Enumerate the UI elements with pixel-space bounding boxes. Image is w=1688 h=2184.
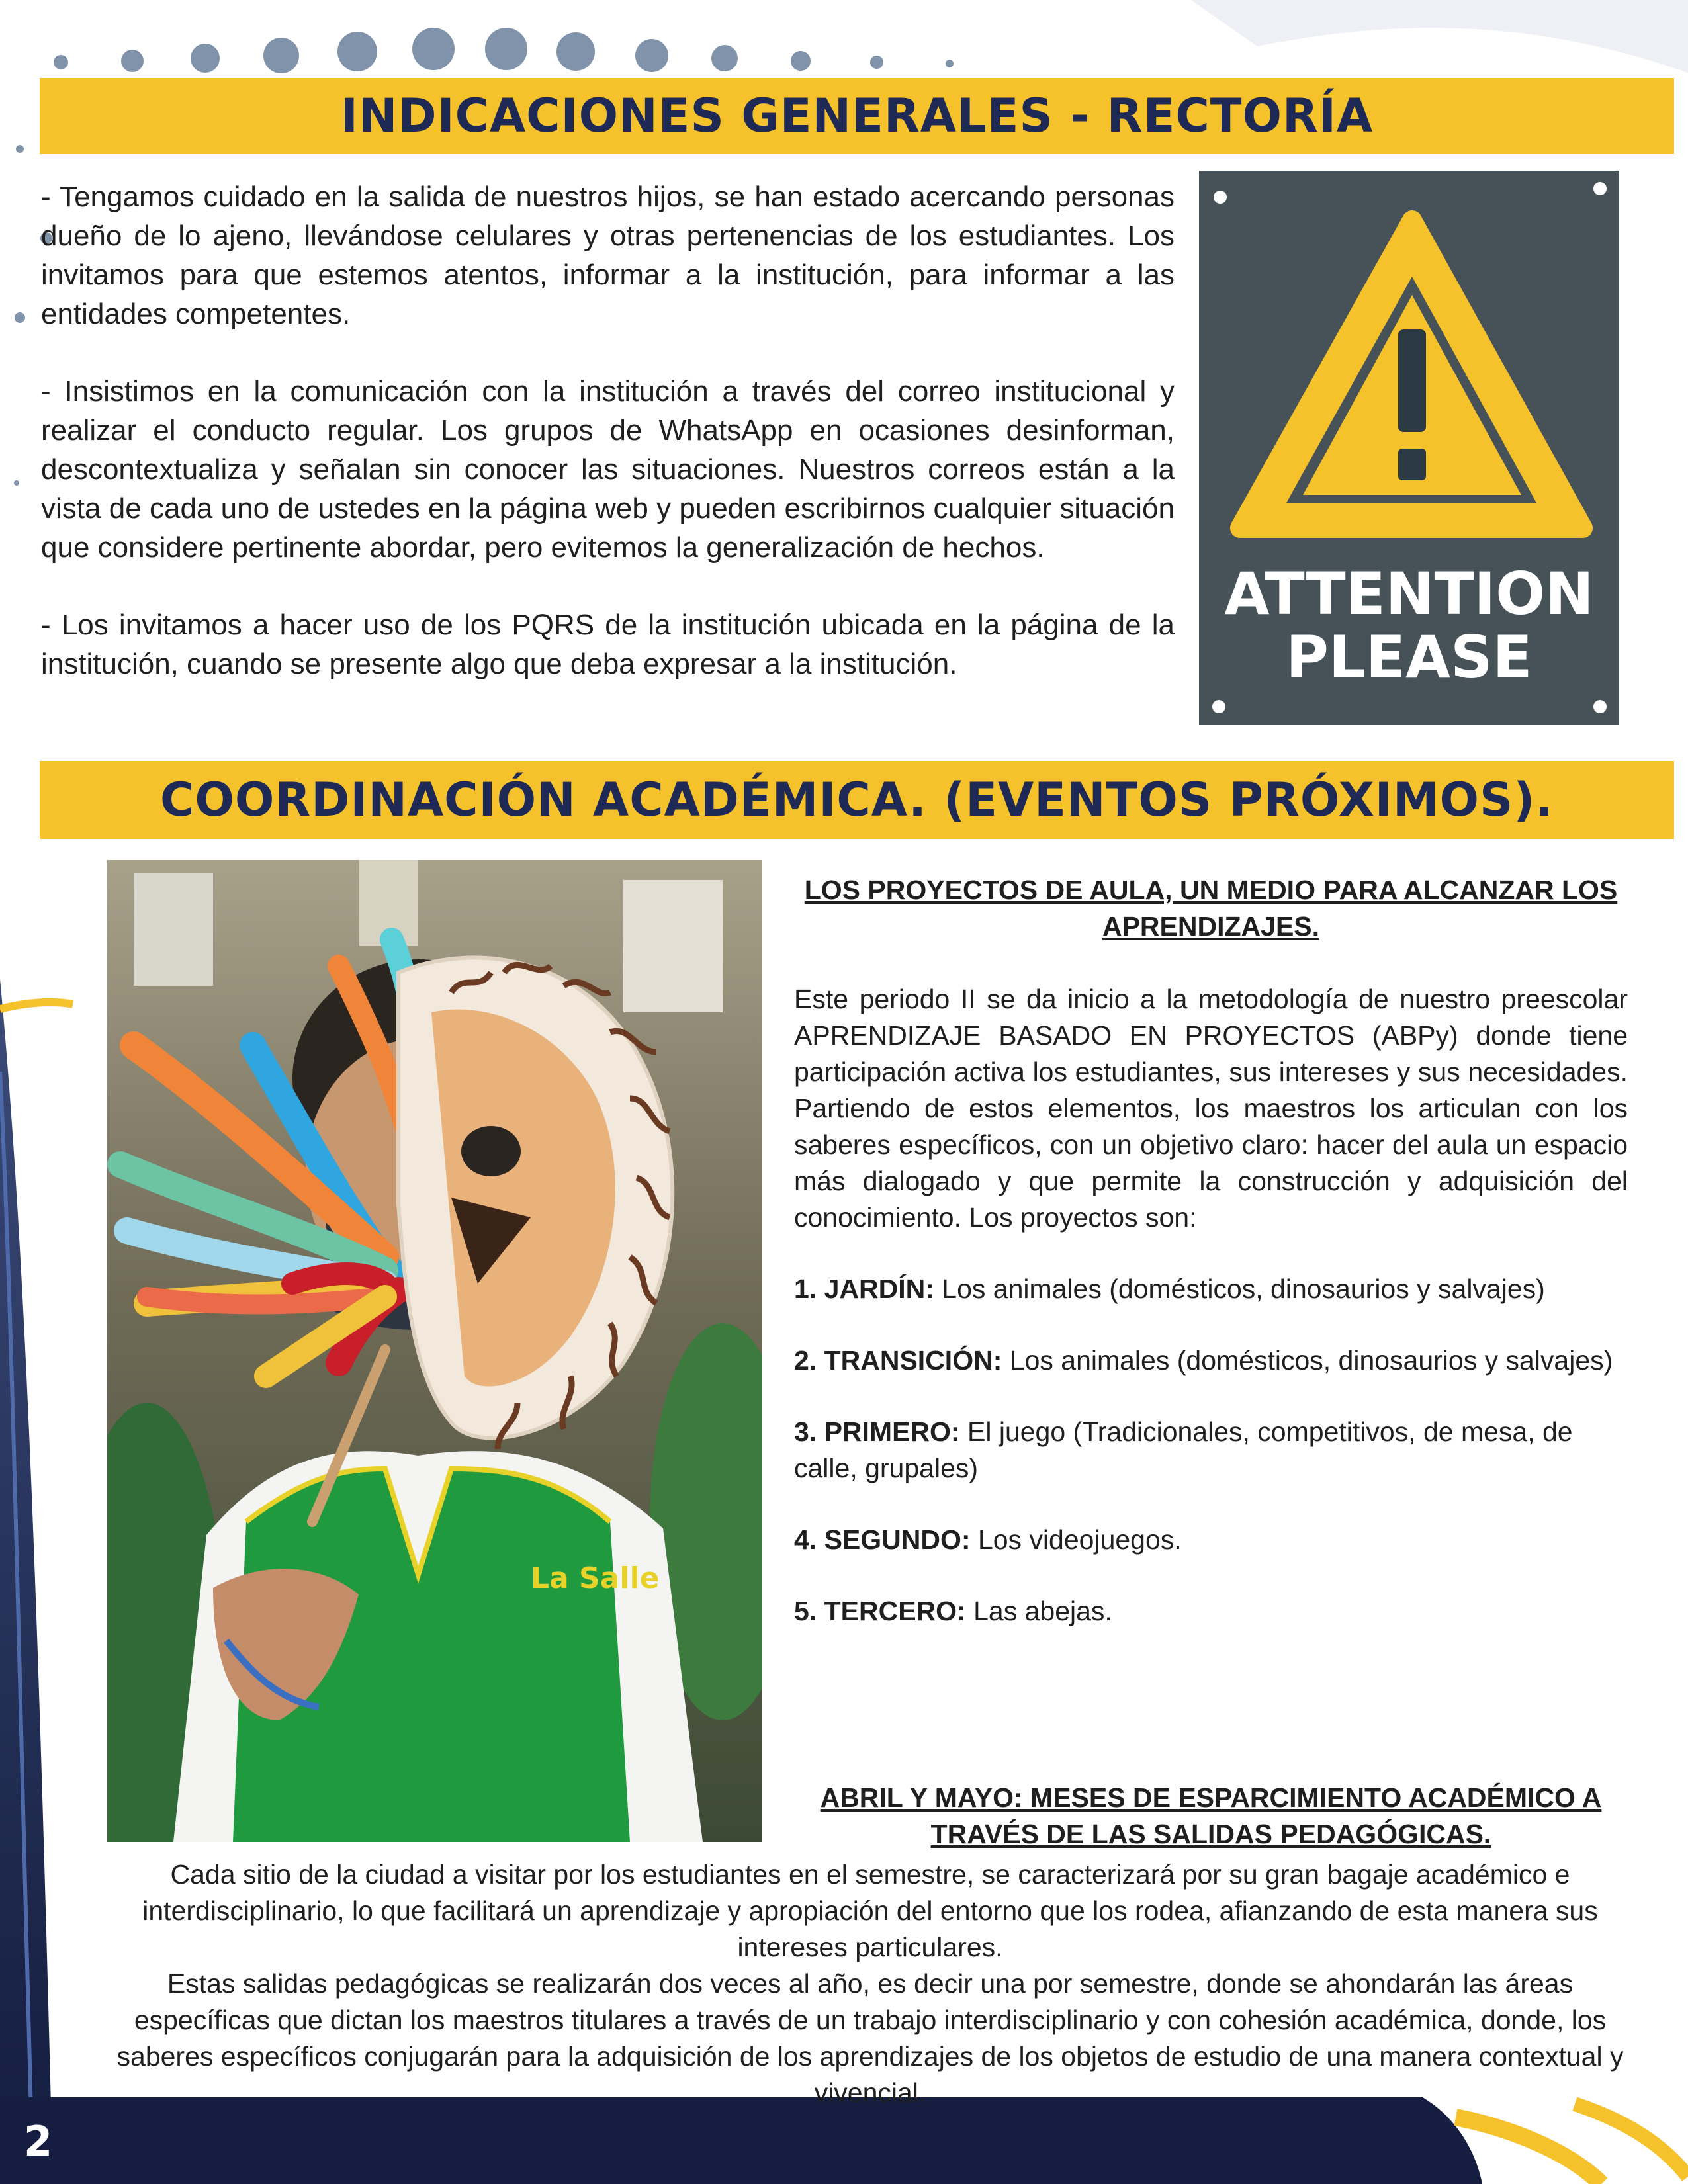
photo-logo: La Salle: [531, 1561, 660, 1595]
grade-label: 1. JARDÍN:: [794, 1274, 934, 1304]
grade-text: El juego (Tradicionales, competitivos, de mesa, de calle, grupales): [794, 1417, 1573, 1483]
outings-text: [99, 1856, 1641, 2111]
grade-item: [794, 1342, 1628, 1379]
coordinacion-title: COORDINACIÓN ACADÉMICA. (EVENTOS PRÓXIMOS).: [159, 773, 1554, 827]
attention-line1: ATTENTION: [1224, 560, 1594, 628]
rectoria-paragraph: - Insistimos en la comunicación con la institución a través del correo institucional y realizar el conducto regular. Los grupos de WhatsApp en ocasiones desinforman, descontextualiza y señalan sin conocer las situaciones. Nuestros correos están a la vista de cada uno de ustedes en la página web y pueden escribirnos cualquier situación que considere pertinente abordar, pero evitemos la generalización de hechos.: [41, 375, 1175, 564]
coordinacion-header-band: [40, 761, 1674, 839]
grade-text: Las abejas.: [973, 1596, 1112, 1626]
rectoria-text: [41, 177, 1175, 722]
outings-heading: ABRIL Y MAYO: MESES DE ESPARCIMIENTO ACADÉMICO A TRAVÉS DE LAS SALIDAS PEDAGÓGICAS.: [820, 1782, 1602, 1849]
projects-column: [794, 872, 1628, 1665]
attention-sign: [1199, 171, 1619, 725]
attention-line2: PLEASE: [1286, 623, 1533, 691]
grade-item: [794, 1271, 1628, 1307]
grade-label: 2. TRANSICIÓN:: [794, 1345, 1002, 1376]
page-number: 2: [24, 2117, 53, 2165]
grade-label: 4. SEGUNDO:: [794, 1524, 971, 1555]
outings-paragraph: Estas salidas pedagógicas se realizarán dos veces al año, es decir una por semestre, donde se ahondarán las áreas específicas que dictan los maestros titulares a través de un trabajo interdisciplinario y con cohesión académica, donde, los saberes específicos conjugarán para la adquisición de los aprendizajes de los objetos de estudio de una manera contextual y vivencial.: [116, 1968, 1624, 2108]
rectoria-header-band: [40, 78, 1674, 154]
grade-item: [794, 1593, 1628, 1630]
outings-paragraph: Cada sitio de la ciudad a visitar por los estudiantes en el semestre, se caracterizará por su gran bagaje académico e interdisciplinario, lo que facilitará un aprendizaje y apropiación del entorno que los rodea, afianzando de esta manera sus intereses particulares.: [142, 1859, 1598, 1962]
grade-label: 3. PRIMERO:: [794, 1417, 960, 1447]
photo-illustration: [107, 860, 762, 1842]
rectoria-paragraph: - Tengamos cuidado en la salida de nuestros hijos, se han estado acercando personas dueño de lo ajeno, llevándose celulares y otras pertenencias de los estudiantes. Los invitamos para que estemos atentos, informar a la institución, para informar a las entidades competentes.: [41, 181, 1175, 330]
rectoria-paragraph: - Los invitamos a hacer uso de los PQRS de la institución ubicada en la página de la institución, cuando se presente algo que deba expresar a la institución.: [41, 609, 1175, 680]
grade-label: 5. TERCERO:: [794, 1596, 966, 1626]
grade-item: [794, 1414, 1628, 1487]
projects-intro: Este periodo II se da inicio a la metodología de nuestro preescolar APRENDIZAJE BASADO EN PROYECTOS (ABPy) donde tiene participación activa los estudiantes, sus intereses y sus necesidades. Partiendo de estos elementos, los maestros los articulan con los saberes específicos, con un objetivo claro: hacer del aula un espacio más dialogado y que permite la construcción y adquisición del conocimiento. Los proyectos son:: [794, 984, 1628, 1233]
rectoria-title: INDICACIONES GENERALES - RECTORÍA: [340, 89, 1374, 143]
grade-text: Los animales (domésticos, dinosaurios y salvajes): [1009, 1345, 1613, 1376]
grade-text: Los animales (domésticos, dinosaurios y salvajes): [942, 1274, 1545, 1304]
grade-text: Los videojuegos.: [977, 1524, 1182, 1555]
grade-item: [794, 1522, 1628, 1558]
child-mask-photo: [107, 860, 762, 1842]
projects-heading: LOS PROYECTOS DE AULA, UN MEDIO PARA ALCANZAR LOS APRENDIZAJES.: [804, 875, 1618, 941]
